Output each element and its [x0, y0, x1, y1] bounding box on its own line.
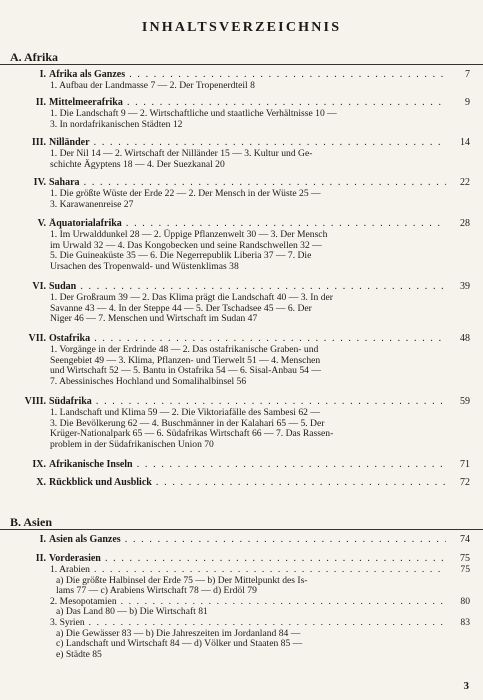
toc-entry — [12, 396, 470, 450]
toc-entry-heading — [12, 97, 470, 109]
chapter-title: Mittelmeerafrika . . . — [49, 97, 446, 109]
chapter-title: Südafrika . . . — [49, 396, 446, 408]
toc-entry-heading — [12, 333, 470, 345]
subtopic-line: und Wirtschaft 52 — 5. Bantu in Ostafrika 54 — 6. Sisal-Anbau 54 — — [50, 365, 321, 377]
chapter-page: 48 — [460, 333, 470, 344]
chapter-page: 7 — [465, 69, 470, 80]
toc-entry — [12, 137, 470, 170]
toc-entry — [12, 459, 470, 471]
toc-entry — [12, 218, 470, 272]
chapter-page: 59 — [460, 396, 470, 407]
subtopic-line: 1. Die Landschaft 9 — 2. Wirtschaftliche und staatliche Verhältnisse 10 — — [50, 108, 337, 119]
subtopic-line: 3. Die Bevölkerung 62 — 4. Buschmänner in der Kalahari 65 — 5. Der — [50, 417, 325, 429]
toc-entry-heading — [12, 534, 470, 546]
page-title: INHALTSVERZEICHNIS — [141, 20, 342, 35]
toc-entry — [12, 177, 470, 210]
chapter-page: 14 — [460, 137, 470, 148]
subchapter-title: 1. Arabien . . . — [50, 565, 446, 576]
chapter-number: V. — [37, 218, 46, 229]
chapter-title: Äquatorialafrika . . . — [49, 218, 446, 230]
subchapter-title: 2. Mesopotamien . . . — [50, 597, 446, 608]
chapter-number: VII. — [28, 333, 46, 344]
chapter-title: Asien als Ganzes . . . — [49, 534, 446, 546]
section-heading-asien: B. Asien — [10, 515, 53, 529]
subtopic-line: 1. Vorgänge in der Erdrinde 48 — 2. Das ostafrikanische Graben- und — [50, 344, 319, 355]
chapter-title: Sudan . . . — [49, 281, 446, 293]
chapter-number: X. — [36, 477, 46, 488]
toc-entry-heading — [12, 553, 470, 565]
subtopic-line: 3. Karawanenreise 27 — [50, 198, 134, 210]
subchapter-page: 80 — [460, 595, 470, 607]
toc-entry — [12, 333, 470, 387]
subchapter-page: 83 — [460, 616, 470, 628]
subtopic-line: Seengebiet 49 — 3. Klima, Pflanzen- und Tierwelt 51 — 4. Menschen — [50, 354, 321, 366]
subtopic-line: 1. Der Großraum 39 — 2. Das Klima prägt die Landschaft 40 — 3. In der — [50, 292, 333, 303]
subtopic-line: Ursachen des Tropenwald- und Wüstenklimas 38 — [50, 260, 239, 272]
toc-entry-heading — [12, 396, 470, 408]
chapter-number: II. — [35, 97, 46, 108]
chapter-number: I. — [39, 534, 46, 545]
toc-entry-heading — [12, 281, 470, 293]
chapter-title: Nilländer . . . — [49, 137, 446, 149]
subtopic-line: a) Die größte Halbinsel der Erde 75 — b) Der Mittelpunkt des Is- — [56, 574, 308, 586]
subtopic-line: Niger 46 — 7. Menschen und Wirtschaft im Sudan 47 — [50, 313, 258, 325]
subtopic-line: 1. Aufbau der Landmasse 7 — 2. Der Tropenerdteil 8 — [50, 80, 255, 91]
subtopic-line: 1. Im Urwalddunkel 28 — 2. Üppige Pflanzenwelt 30 — 3. Der Mensch — [50, 229, 328, 240]
chapter-title: Afrika als Ganzes . . . — [49, 69, 446, 81]
subtopic-line: 7. Abessinisches Hochland und Somalihalbinsel 56 — [50, 375, 247, 387]
subtopic-line: Krüger-Nationalpark 65 — 6. Südafrikas Wirtschaft 66 — 7. Das Rassen- — [50, 428, 334, 440]
subchapter-title: 3. Syrien . . . — [50, 618, 446, 629]
subtopic-line: schichte Ägyptens 18 — 4. Der Suezkanal 20 — [50, 158, 225, 170]
chapter-number: I. — [39, 69, 46, 80]
subtopic-line: 5. Die Guineaküste 35 — 6. Die Negerrepublik Liberia 37 — 7. Die — [50, 250, 312, 262]
toc-entry — [12, 534, 470, 546]
chapter-number: VIII. — [24, 396, 46, 407]
subtopic-line: 3. In nordafrikanischen Städten 12 — [50, 118, 183, 130]
toc-entry-heading — [12, 218, 470, 230]
subchapter-heading — [50, 597, 470, 608]
subtopic-line: c) Landschaft und Wirtschaft 84 — d) Völker und Staaten 85 — — [56, 638, 303, 650]
chapter-page: 39 — [460, 281, 470, 292]
toc-entry — [12, 477, 470, 489]
subtopic-line: Savanne 43 — 4. In der Steppe 44 — 5. Der Tschadsee 45 — 6. Der — [50, 302, 312, 314]
chapter-page: 28 — [460, 218, 470, 229]
toc-entry-heading — [12, 459, 470, 471]
subtopic-line: 1. Landschaft und Klima 59 — 2. Die Viktoriafälle des Sambesi 62 — — [50, 407, 320, 418]
toc-entry — [12, 553, 470, 660]
subtopic-line: 1. Der Nil 14 — 2. Wirtschaft der Nilländer 15 — 3. Kultur und Ge- — [50, 148, 313, 159]
toc-entry — [12, 281, 470, 325]
chapter-title: Ostafrika . . . — [49, 333, 446, 345]
page-number: 3 — [463, 680, 469, 692]
subchapter-page: 75 — [460, 564, 470, 575]
chapter-page: 72 — [460, 477, 470, 488]
section-divider — [0, 64, 483, 65]
chapter-number: VI. — [32, 281, 46, 292]
toc-entry — [12, 97, 470, 130]
chapter-page: 9 — [465, 97, 470, 108]
subtopic-line: e) Städte 85 — [56, 648, 102, 660]
toc-entry-heading — [12, 477, 470, 489]
subtopic-line: a) Die Gewässer 83 — b) Die Jahreszeiten im Jordanland 84 — — [56, 627, 301, 639]
section-divider — [0, 529, 483, 530]
chapter-page: 71 — [460, 459, 470, 470]
toc-entry — [12, 69, 470, 92]
chapter-title: Vorderasien . . . — [49, 553, 446, 565]
subtopic-line: problem in der Südafrikanischen Union 70 — [50, 438, 214, 450]
section-heading-afrika: A. Afrika — [10, 50, 58, 64]
subtopic-line: lams 77 — c) Arabiens Wirtschaft 78 — d) Erdöl 79 — [56, 585, 257, 597]
subtopic-line: im Urwald 32 — 4. Das Kongobecken und seine Randschwellen 32 — — [50, 239, 322, 251]
chapter-title: Sahara . . . — [49, 177, 446, 189]
toc-entry-heading — [12, 69, 470, 81]
chapter-page: 22 — [460, 177, 470, 188]
chapter-title: Rückblick und Ausblick . . . — [49, 477, 446, 489]
chapter-number: II. — [35, 553, 46, 564]
chapter-number: IV. — [33, 177, 46, 188]
toc-entry-heading — [12, 137, 470, 149]
subtopic-line: 1. Die größte Wüste der Erde 22 — 2. Der Mensch in der Wüste 25 — — [50, 188, 321, 199]
chapter-page: 75 — [460, 553, 470, 564]
subtopic-line: a) Das Land 80 — b) Die Wirtschaft 81 — [56, 606, 208, 618]
subchapter-heading — [50, 565, 470, 576]
chapter-title: Afrikanische Inseln . . . — [49, 459, 446, 471]
chapter-number: III. — [31, 137, 46, 148]
chapter-page: 74 — [460, 534, 470, 545]
toc-entry-heading — [12, 177, 470, 189]
subchapter-heading — [50, 618, 470, 629]
chapter-number: IX. — [32, 459, 46, 470]
